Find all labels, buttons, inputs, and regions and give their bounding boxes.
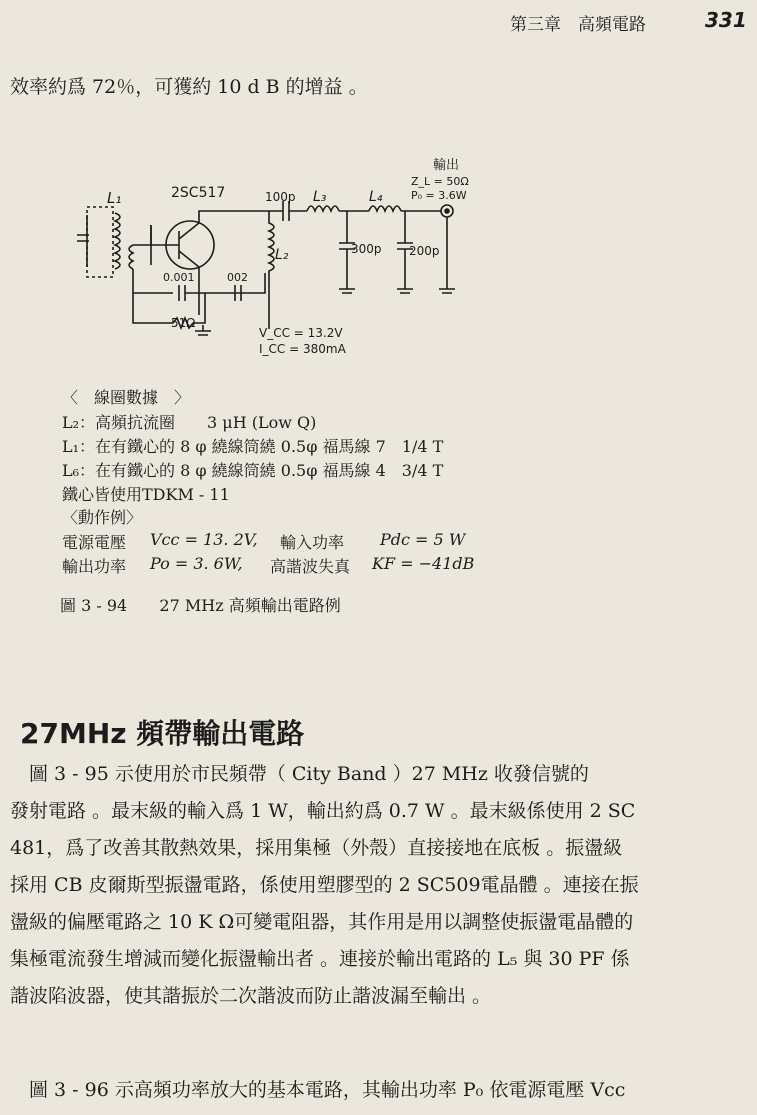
paragraph-line: 圖 3 - 96 示高頻功率放大的基本電路，其輸出功率 P₀ 依電源電壓 Vcc — [10, 1079, 626, 1101]
page-number: 331 — [705, 8, 747, 32]
spec-vcc-label: 電源電壓 — [62, 533, 127, 552]
l1-secondary-coil — [129, 245, 133, 269]
l1-primary-coil — [115, 213, 120, 269]
paragraph-line: 集極電流發生增減而變化振盪輸出者 。連接於輸出電路的 L₅ 與 30 PF 係 — [10, 948, 630, 970]
paragraph-fig-3-96 — [10, 1072, 750, 1109]
label-300p: 300p — [351, 242, 382, 256]
label-po: P₀ = 3.6W — [411, 189, 467, 202]
label-vcc: V_CC = 13.2V — [259, 326, 343, 340]
paragraph-line: 圖 3 - 95 示使用於市民頻帶（ City Band ）27 MHz 收發信號的 — [10, 763, 589, 785]
capacitor-100p — [269, 201, 307, 221]
operation-title: 〈動作例〉 — [62, 508, 143, 527]
spec-po-label: 輸出功率 — [62, 557, 127, 576]
label-icc: I_CC = 380mA — [259, 342, 346, 356]
label-l3: L₃ — [313, 189, 327, 205]
output-terminal-center — [445, 209, 449, 213]
collector-wire — [199, 211, 269, 223]
spec-pin-value: Pdc = 5 W — [380, 530, 466, 549]
label-l4: L₄ — [369, 189, 383, 205]
circuit-diagram — [75, 155, 495, 365]
spec-l1: L₁：在有鐵心的 8 φ 繞線筒繞 0.5φ 福馬線 7 1/4 T — [62, 437, 444, 456]
label-l1: L₁ — [107, 189, 122, 207]
spec-l2: L₂：高頻抗流圈 3 μH (Low Q) — [62, 413, 317, 432]
paragraph-line: 發射電路 。最末級的輸入爲 1 W，輸出約爲 0.7 W 。最末級係使用 2 SC — [10, 800, 636, 822]
ground-emitter — [195, 325, 211, 335]
inductor-l3 — [307, 206, 339, 211]
l1-core — [87, 207, 113, 277]
spec-vcc-value: Vcc = 13. 2V, — [150, 530, 258, 549]
label-002: 002 — [227, 271, 248, 284]
label-transistor: 2SC517 — [171, 185, 226, 201]
paragraph-line: 盪級的偏壓電路之 10 K Ω可變電阻器，其作用是用以調整使振盪電晶體的 — [10, 911, 634, 933]
paragraph-line: 481，爲了改善其散熱效果，採用集極（外殼）直接接地在底板 。振盪級 — [10, 837, 623, 859]
paragraph-fig-3-95 — [10, 756, 750, 1015]
label-0001: 0.001 — [163, 271, 195, 284]
label-output: 輸出 — [433, 158, 460, 173]
l2-choke — [269, 211, 274, 311]
spec-po-value: Po = 3. 6W, — [150, 554, 243, 573]
transistor-leads — [151, 223, 199, 267]
spec-pin-label: 輸入功率 — [280, 533, 345, 552]
spec-core: 鐵心皆使用TDKM - 11 — [62, 485, 230, 504]
base-feed-wire — [133, 225, 151, 245]
figure-number: 圖 3 - 94 — [60, 596, 128, 615]
section-heading: 27MHz 頻帶輸出電路 — [20, 717, 305, 750]
figure-title: 27 MHz 高頻輸出電路例 — [159, 596, 341, 615]
spec-thd-value: KF = −41dB — [372, 554, 475, 573]
paragraph-line: 採用 CB 皮爾斯型振盪電路，係使用塑膠型的 2 SC509電晶體 。連接在振 — [10, 874, 639, 896]
figure-caption — [60, 593, 341, 616]
label-100p: 100p — [265, 190, 296, 204]
coil-data-title: 〈 線圈數據 〉 — [62, 388, 191, 407]
lead-line: 效率約爲 72％，可獲約 10 d B 的增益 。 — [10, 76, 368, 98]
spec-l6: L₆：在有鐵心的 8 φ 繞線筒繞 0.5φ 福馬線 4 3/4 T — [62, 461, 444, 480]
label-200p: 200p — [409, 244, 440, 258]
inductor-l4 — [369, 206, 401, 211]
output-ground — [439, 217, 455, 293]
spec-thd-label: 高諧波失真 — [270, 557, 351, 576]
label-l2: L₂ — [275, 247, 289, 263]
running-head: 第三章 高頻電路 — [510, 15, 646, 35]
paragraph-line: 諧波陷波器，使其諧振於二次諧波而防止諧波漏至輸出 。 — [10, 985, 492, 1007]
label-51ohm: 51Ω — [171, 316, 196, 330]
label-zl: Z_L = 50Ω — [411, 175, 469, 188]
